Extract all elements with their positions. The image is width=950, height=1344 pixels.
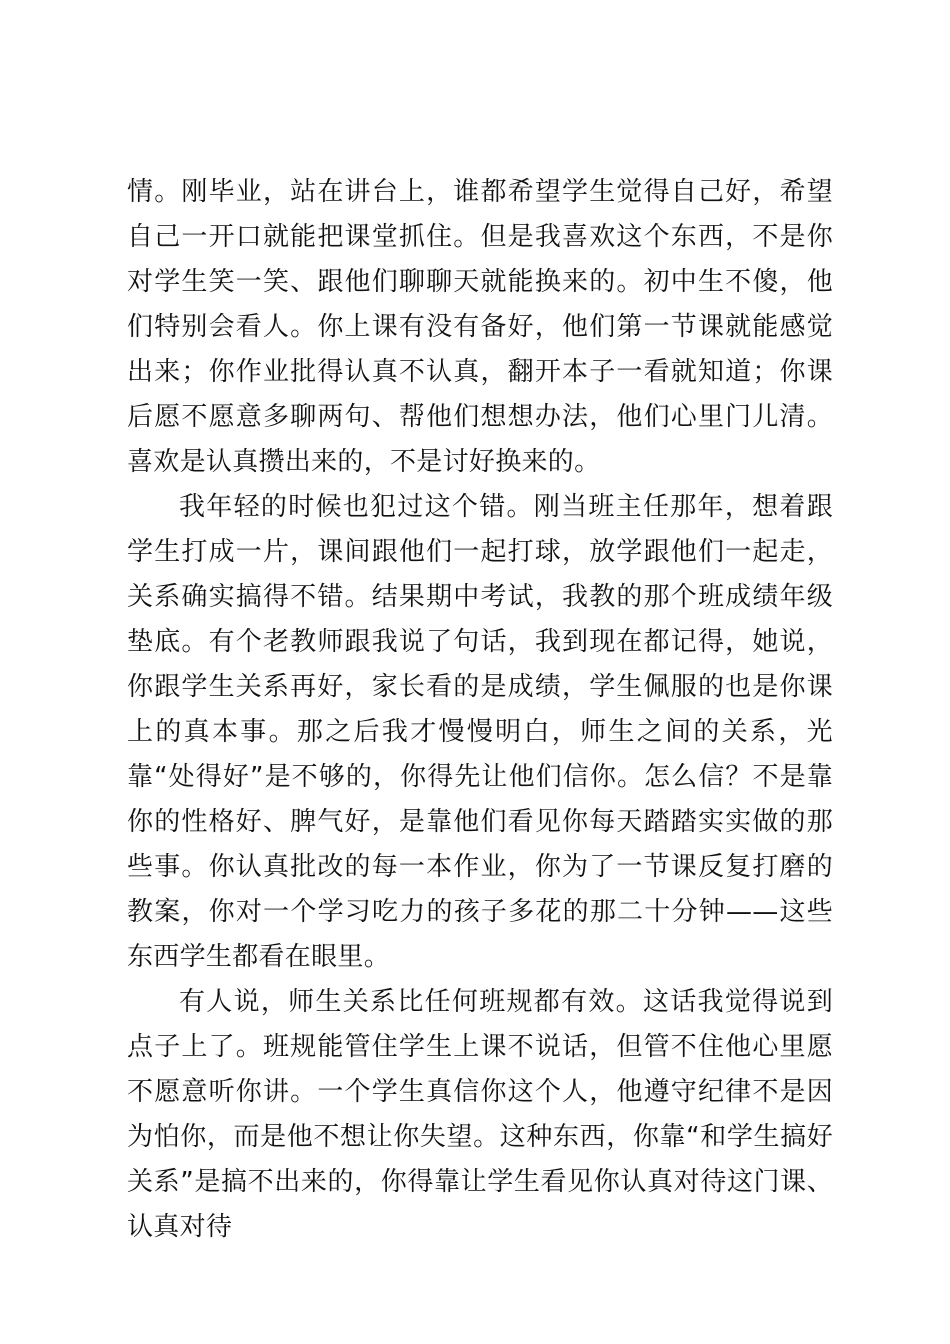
paragraph-2: 我年轻的时候也犯过这个错。刚当班主任那年，想着跟学生打成一片，课间跟他们一起打球，放学跟他们一起走，关系确实搞得不错。结果期中考试，我教的那个班成绩年级垫底。有个老教师跟我说了句话，我到现在都记得，她说，你跟学生关系再好，家长看的是成绩，学生佩服的也是你课上的真本事。那之后我才慢慢明白，师生之间的关系，光靠“处得好”是不够的，你得先让他们信你。怎么信？不是靠你的性格好、脾气好，是靠他们看见你每天踏踏实实做的那些事。你认真批改的每一本作业，你为了一节课反复打磨的教案，你对一个学习吃力的孩子多花的那二十分钟——这些东西学生都看在眼里。 — [127, 492, 833, 972]
paragraph-1: 情。刚毕业，站在讲台上，谁都希望学生觉得自己好，希望自己一开口就能把课堂抓住。但是我喜欢这个东西，不是你对学生笑一笑、跟他们聊聊天就能换来的。初中生不傻，他们特别会看人。你上课有没有备好，他们第一节课就能感觉出来；你作业批得认真不认真，翻开本子一看就知道；你课后愿不愿意多聊两句、帮他们想想办法，他们心里门儿清。喜欢是认真攒出来的，不是讨好换来的。 — [127, 177, 833, 477]
paragraph-3: 有人说，师生关系比任何班规都有效。这话我觉得说到点子上了。班规能管住学生上课不说话，但管不住他心里愿不愿意听你讲。一个学生真信你这个人，他遵守纪律不是因为怕你，而是他不想让你失望。这种东西，你靠“和学生搞好关系”是搞不出来的，你得靠让学生看见你认真对待这门课、认真对待 — [127, 987, 833, 1242]
body-text — [127, 170, 833, 1250]
